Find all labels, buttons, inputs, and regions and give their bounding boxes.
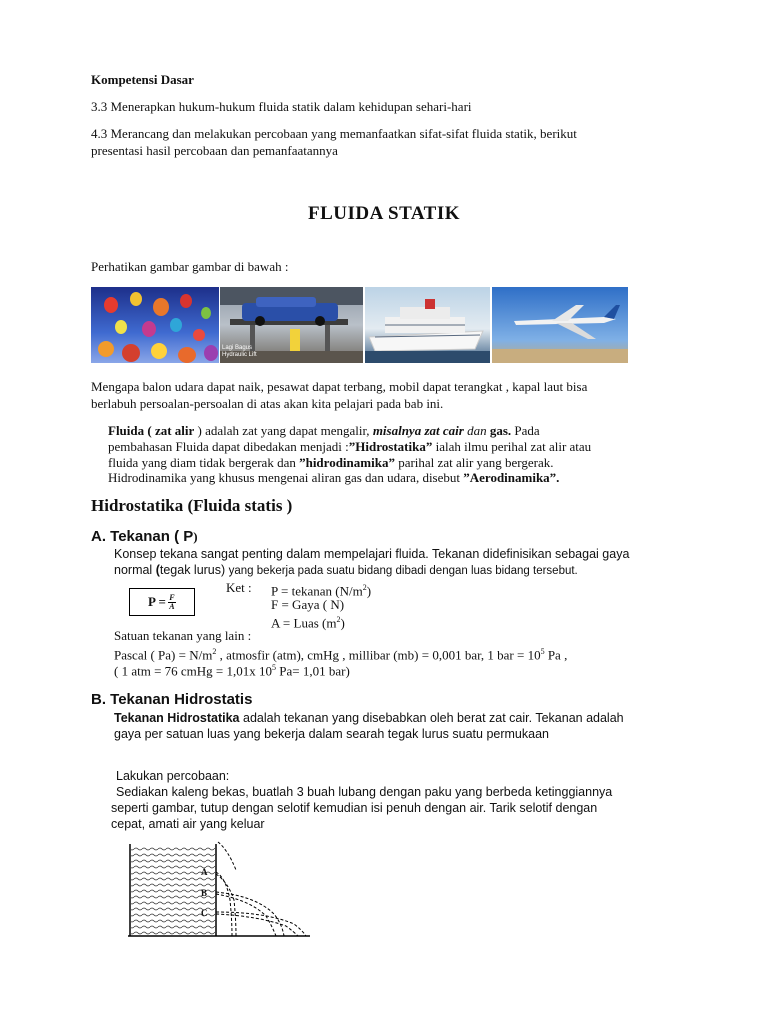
experiment-line-3: cepat, amati air yang keluar	[111, 817, 265, 831]
balloons-illustration	[91, 287, 219, 363]
fluida-line-3: fluida yang diam tidak bergerak dan ”hidrodinamika” parihal zat alir yang bergerak.	[108, 455, 554, 470]
experiment-heading: Lakukan percobaan:	[116, 769, 230, 783]
hidrostatika-heading: Hidrostatika (Fluida statis )	[91, 496, 293, 515]
section-a-heading: A. Tekanan ( P)	[91, 528, 198, 545]
formula-fraction: $\frac{F}{A}$	[169, 592, 175, 611]
fluida-line-2: pembahasan Fluida dapat dibedakan menjadi :”Hidrostatika” ialah ilmu perihal zat alir atau	[108, 439, 592, 454]
kd-line-2b: presentasi hasil percobaan dan pemanfaatannya	[91, 143, 338, 158]
question-line-2: berlabuh persoalan-persoalan di atas akan kita pelajari pada bab ini.	[91, 396, 444, 411]
hole-label-b: B	[201, 888, 208, 898]
leaking-can-diagram	[126, 840, 316, 940]
ship-illustration	[365, 287, 490, 363]
units-line-1: Pascal ( $Pa) = N/m^2$ , atmosfir (atm), cmHg , millibar (mb) = 0,001 bar, 1 bar = $10^5$ Pa ,	[114, 647, 568, 663]
hole-label-c: C	[201, 908, 208, 918]
kd-heading: Kompetensi Dasar	[91, 72, 194, 87]
airplane-image	[492, 287, 628, 363]
intro-text: Perhatikan gambar gambar di bawah :	[91, 259, 289, 274]
cruise-ship-image	[365, 287, 490, 363]
section-b-p2: gaya per satuan luas yang bekerja dalam searah tegak lurus suatu permukaan	[114, 727, 549, 741]
ket-force: F = Gaya ( N)	[271, 597, 345, 612]
section-b-p1: Tekanan Hidrostatika adalah tekanan yang disebabkan oleh berat zat cair. Tekanan adalah	[114, 711, 624, 725]
ket-pressure: P = tekanan $(N/m^2)$	[271, 583, 372, 599]
section-a-p1: Konsep tekana sangat penting dalam mempelajari fluida. Tekanan didefinisikan sebagai gaya	[114, 547, 630, 561]
can-diagram-svg	[126, 840, 316, 940]
kd-line-2a: 4.3 Merancang dan melakukan percobaan yang memanfaatkan sifat-sifat fluida statik, berikut	[91, 126, 577, 141]
balloons-image	[91, 287, 219, 363]
section-b-heading: B. Tekanan Hidrostatis	[91, 691, 253, 708]
pressure-formula: P = $\frac{F}{A}$	[129, 588, 195, 616]
experiment-line-2: seperti gambar, tutup dengan selotif kemudian isi penuh dengan air. Tarik selotif dengan	[111, 801, 598, 815]
airplane-illustration	[492, 287, 628, 363]
experiment-line-1: Sediakan kaleng bekas, buatlah 3 buah lubang dengan paku yang berbeda ketinggiannya	[116, 785, 613, 799]
section-a-p2: normal (tegak lurus) yang bekerja pada suatu bidang dibadi dengan luas bidang tersebut.	[114, 563, 578, 577]
page-title: FLUIDA STATIK	[307, 203, 461, 224]
units-heading: Satuan tekanan yang lain :	[114, 628, 252, 643]
hole-label-a: A	[201, 867, 208, 877]
ket-label: Ket :	[226, 580, 252, 595]
ket-area: A = Luas $(m^2)$	[271, 615, 345, 631]
question-line-1: Mengapa balon udara dapat naik, pesawat dapat terbang, mobil dapat terangkat , kapal laut bisa	[91, 379, 588, 394]
kd-line-1: 3.3 Menerapkan hukum-hukum fluida statik dalam kehidupan sehari-hari	[91, 99, 472, 114]
car-lift-caption: Lagi Bagus Hydraulic Lift	[222, 345, 257, 358]
fluida-line-4: Hidrodinamika yang khusus mengenai aliran gas dan udara, disebut ”Aerodinamika”.	[108, 470, 560, 485]
car-lift-image	[220, 287, 363, 363]
fluida-line-1: Fluida ( zat alir ) adalah zat yang dapat mengalir, misalnya zat cair dan gas. Pada	[108, 423, 540, 438]
units-line-2: ( 1 atm = 76 cmHg = 1,01x $10^5$ Pa= 1,01 bar)	[114, 663, 350, 679]
